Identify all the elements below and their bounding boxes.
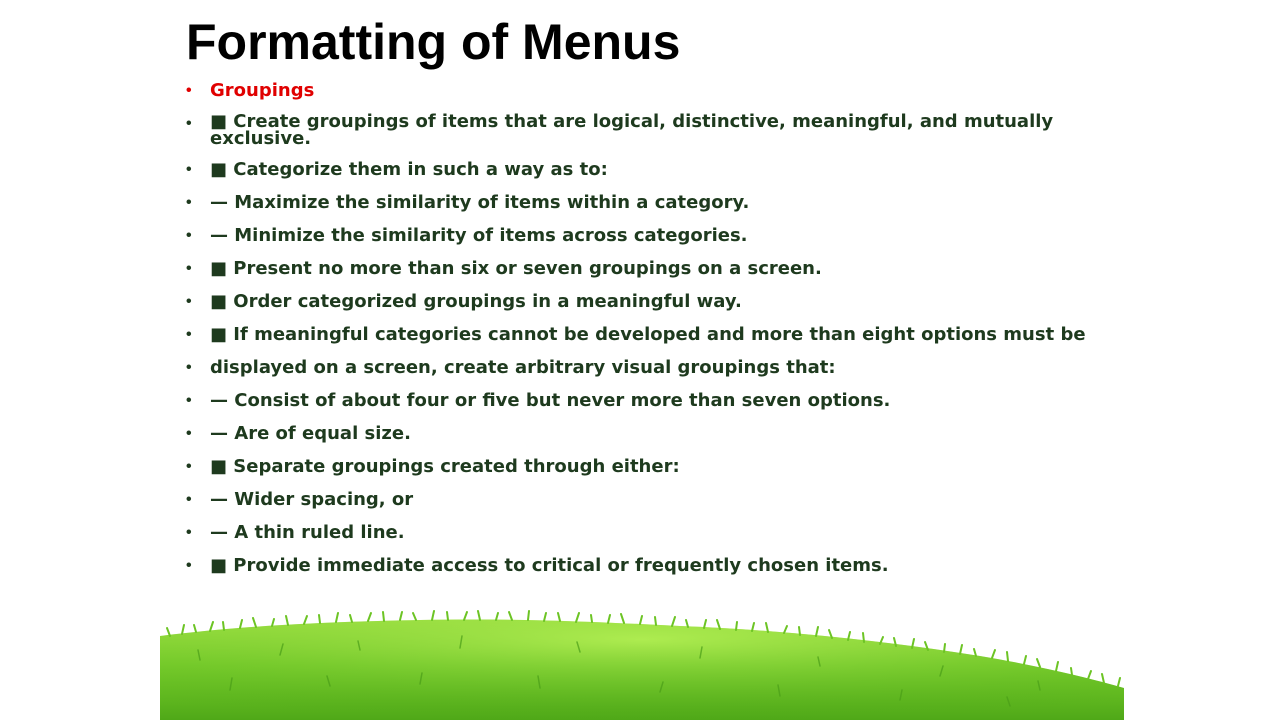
bullet-text: — Consist of about four or five but never more than seven options. bbox=[210, 390, 891, 411]
bullet-icon: • bbox=[186, 425, 192, 442]
grass-hill-icon bbox=[160, 600, 1124, 720]
bullet-item bbox=[186, 113, 1086, 147]
bullet-icon: • bbox=[186, 392, 192, 409]
bullet-icon: • bbox=[186, 326, 192, 343]
bullet-text: ■ Separate groupings created through either: bbox=[210, 456, 680, 477]
bullet-text: displayed on a screen, create arbitrary visual groupings that: bbox=[210, 357, 836, 378]
bullet-text: ■ Categorize them in such a way as to: bbox=[210, 159, 608, 180]
bullet-icon: • bbox=[186, 491, 192, 508]
bullet-item bbox=[186, 489, 1086, 510]
bullet-item bbox=[186, 357, 1086, 378]
bullet-icon: • bbox=[186, 115, 192, 132]
bullet-text: ■ Order categorized groupings in a meaningful way. bbox=[210, 291, 742, 312]
bullet-text: — Maximize the similarity of items within a category. bbox=[210, 192, 750, 213]
bullet-icon: • bbox=[186, 359, 192, 376]
bullet-item bbox=[186, 258, 1086, 279]
bullet-text: ■ Create groupings of items that are logical, distinctive, meaningful, and mutually exclusive. bbox=[210, 111, 1054, 149]
bullet-list bbox=[186, 80, 1086, 588]
bullet-item bbox=[186, 555, 1086, 576]
bullet-text: Groupings bbox=[210, 80, 315, 101]
bullet-item bbox=[186, 80, 1086, 101]
bullet-icon: • bbox=[186, 227, 192, 244]
bullet-icon: • bbox=[186, 82, 192, 99]
bullet-icon: • bbox=[186, 161, 192, 178]
bullet-text: — Minimize the similarity of items across categories. bbox=[210, 225, 748, 246]
bullet-item bbox=[186, 324, 1086, 345]
bullet-text: ■ If meaningful categories cannot be developed and more than eight options must be bbox=[210, 324, 1086, 345]
bullet-icon: • bbox=[186, 293, 192, 310]
bullet-item bbox=[186, 522, 1086, 543]
slide-title: Formatting of Menus bbox=[186, 14, 681, 70]
bullet-icon: • bbox=[186, 524, 192, 541]
bullet-item bbox=[186, 291, 1086, 312]
bullet-text: ■ Present no more than six or seven groupings on a screen. bbox=[210, 258, 822, 279]
bullet-text: — Are of equal size. bbox=[210, 423, 411, 444]
bullet-text: — Wider spacing, or bbox=[210, 489, 414, 510]
bullet-text: — A thin ruled line. bbox=[210, 522, 405, 543]
bullet-icon: • bbox=[186, 260, 192, 277]
bullet-icon: • bbox=[186, 458, 192, 475]
bullet-item bbox=[186, 390, 1086, 411]
bullet-item bbox=[186, 192, 1086, 213]
bullet-icon: • bbox=[186, 557, 192, 574]
bullet-item bbox=[186, 159, 1086, 180]
bullet-item bbox=[186, 456, 1086, 477]
bullet-text: ■ Provide immediate access to critical or frequently chosen items. bbox=[210, 555, 889, 576]
bullet-item bbox=[186, 423, 1086, 444]
bullet-icon: • bbox=[186, 194, 192, 211]
bullet-item bbox=[186, 225, 1086, 246]
